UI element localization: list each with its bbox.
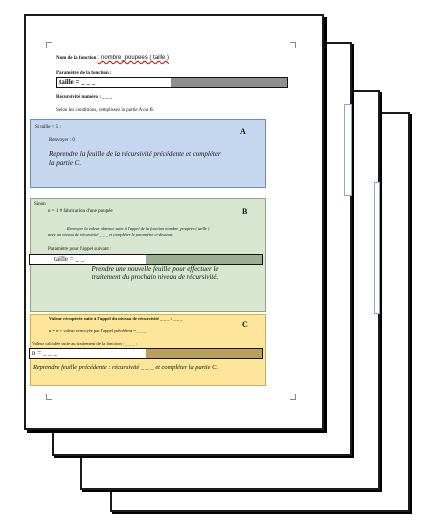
part-c-box — [30, 314, 266, 386]
part-a-condition: Si taille < 5 : — [35, 125, 61, 130]
part-b-sinon: Sinon — [34, 202, 46, 207]
param-field-fill — [171, 78, 287, 87]
param-field[interactable] — [56, 77, 288, 88]
corner-mark — [290, 394, 296, 400]
part-b-tag: B — [242, 207, 248, 216]
param-title: Paramètre de la fonction : — [56, 71, 112, 76]
part-a-box — [30, 119, 266, 188]
part-a-tag: A — [240, 127, 246, 136]
part-b-param-field[interactable] — [29, 254, 263, 265]
function-name-line — [56, 55, 169, 62]
part-b-param-field-fill — [146, 255, 262, 264]
part-c-tag: C — [242, 320, 248, 329]
param-field-label: taille = _ _ _ — [59, 78, 96, 86]
part-b-box — [30, 198, 266, 312]
part-c-field[interactable] — [29, 348, 263, 359]
part-c-title: Valeur récupérée suite à l'appel du niveau de récursivité _ _ _ : _ _ _ — [49, 316, 183, 321]
recursion-number: Récursivité numéro : _ _ _ — [56, 95, 113, 100]
corner-mark — [290, 42, 296, 48]
part-c-line1: n = n + valeur renvoyée par l'appel précédent = _ _ _ — [49, 328, 147, 333]
part-b-note: Prendre une nouvelle feuille pour effectuer le traitement du prochain niveau de récursivité. — [91, 265, 219, 281]
part-c-note: Reprendre feuille précédente : récursivité _ _ _ et compléter la partie C. — [33, 364, 218, 371]
front-sheet — [24, 14, 324, 430]
part-a-note: Reprendre la feuille de la récursivité précédente et compléter la partie C. — [49, 150, 221, 167]
function-name-label: Nom de la fonction — [56, 56, 97, 61]
corner-mark — [46, 42, 52, 48]
part-b-param-field-label: taille = _ _ — [54, 255, 85, 263]
sheet-box-edge — [344, 104, 352, 196]
instruction-text: Selon les conditions, remplissez la partie A ou B. — [56, 108, 155, 113]
corner-mark — [46, 394, 52, 400]
part-b-param-label: Paramètre pour l'appel suivant : — [48, 247, 112, 252]
part-c-field-label: n = _ _ _ — [32, 349, 57, 357]
part-c-field-fill — [146, 349, 262, 358]
function-name-value: : nombre_poupees ( taille ) — [97, 55, 170, 61]
part-b-line3: avec un niveau de récursivité _ _ _ et compléter le paramètre ci-dessous — [48, 232, 173, 237]
sheet-box-edge — [374, 182, 380, 314]
part-b-line2: Renvoyer la valeur obtenue suite à l'appel de la fonction nombre_poupees ( taille ) — [67, 226, 210, 231]
part-b-line1: n = 1 # fabrication d'une poupée — [48, 209, 113, 214]
part-a-return: Renvoyer : 0 — [49, 138, 75, 143]
part-c-line2: Valeur calculée suite au traitement de la fonction : _ _ _ : — [32, 341, 137, 346]
